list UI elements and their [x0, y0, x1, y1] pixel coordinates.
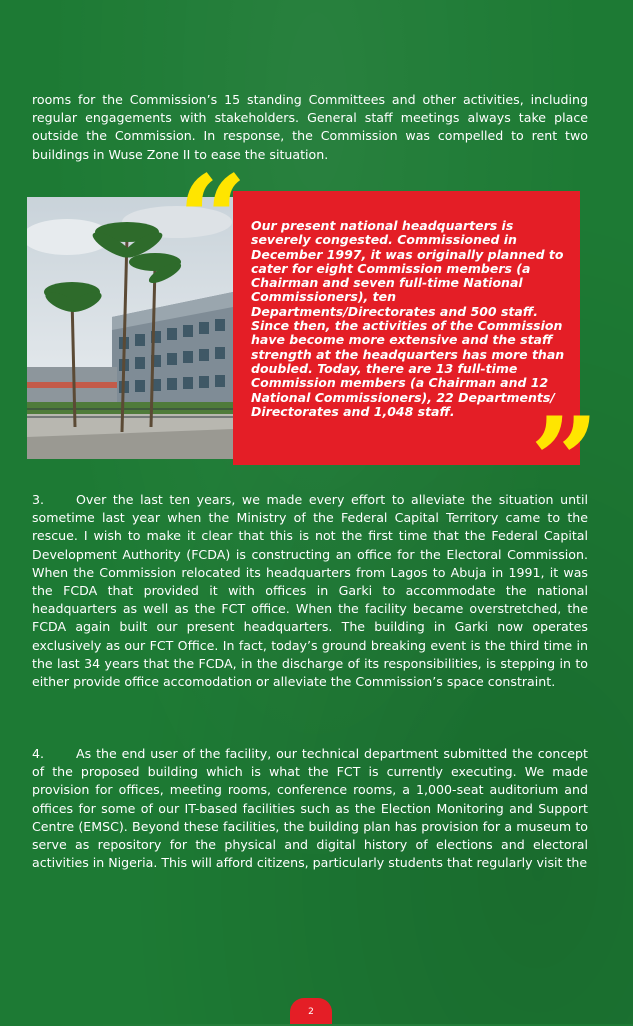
- paragraph-text: As the end user of the facility, our technical department submitted the concept of the proposed building which is what the FCT is currently executing. We made provision for offices, meeting rooms, conference rooms, a 1,000-seat auditorium and offices for some of our IT-based facilities such as the Election Monitoring and Support Centre (EMSC). Beyond these facilities, the building plan has provision for a museum to serve as repository for the physical and digital history of elections and electoral activities in Nigeria. This will afford citizens, particularly students that regularly visit the: [32, 746, 588, 871]
- pull-quote-text: Our present national headquarters is severely congested. Commissioned in December 1997, it was originally planned to cater for eight Commission members (a Chairman and seven full-time National Commissioners), ten Departments/Directorates and 500 staff. Since then, the activities of the Commission have become more extensive and the staff strength at the headquarters has more than doubled. Today, there are 13 full-time Commission members (a Chairman and 12 National Commissioners), 22 Departments/ Directorates and 1,048 staff.: [251, 218, 565, 419]
- page-number: 2: [290, 998, 332, 1024]
- paragraph-continuation: rooms for the Commission’s 15 standing Committees and other activities, including regular engagements with stakeholders. General staff meetings always take place outside the Commission. In response, the Commission was compelled to rent two buildings in Wuse Zone II to ease the situation.: [32, 92, 588, 162]
- paragraph-number: 4.: [32, 746, 45, 761]
- paragraph-number: 3.: [32, 492, 45, 507]
- open-quote-icon: “: [178, 149, 248, 290]
- paragraph-4: [32, 745, 588, 872]
- paragraph-3: [32, 491, 588, 691]
- paragraph-text: Over the last ten years, we made every effort to alleviate the situation until sometime last year when the Ministry of the Federal Capital Territory came to the rescue. I wish to make it clear that this is not the first time that the Federal Capital Development Authority (FCDA) is constructing an office for the Electoral Commission. When the Commission relocated its headquarters from Lagos to Abuja in 1991, it was the FCDA that provided it with offices in Garki to accommodate the national headquarters as well as the FCT office. When the facility became overstretched, the FCDA again built our present headquarters. The building in Garki now operates exclusively as our FCT Office. In fact, today’s ground breaking event is the third time in the last 34 years that the FCDA, in the discharge of its responsibilities, is stepping in to either provide office accomodation or alleviate the Commission’s space constraint.: [32, 492, 588, 690]
- close-quote-icon: ”: [530, 391, 600, 532]
